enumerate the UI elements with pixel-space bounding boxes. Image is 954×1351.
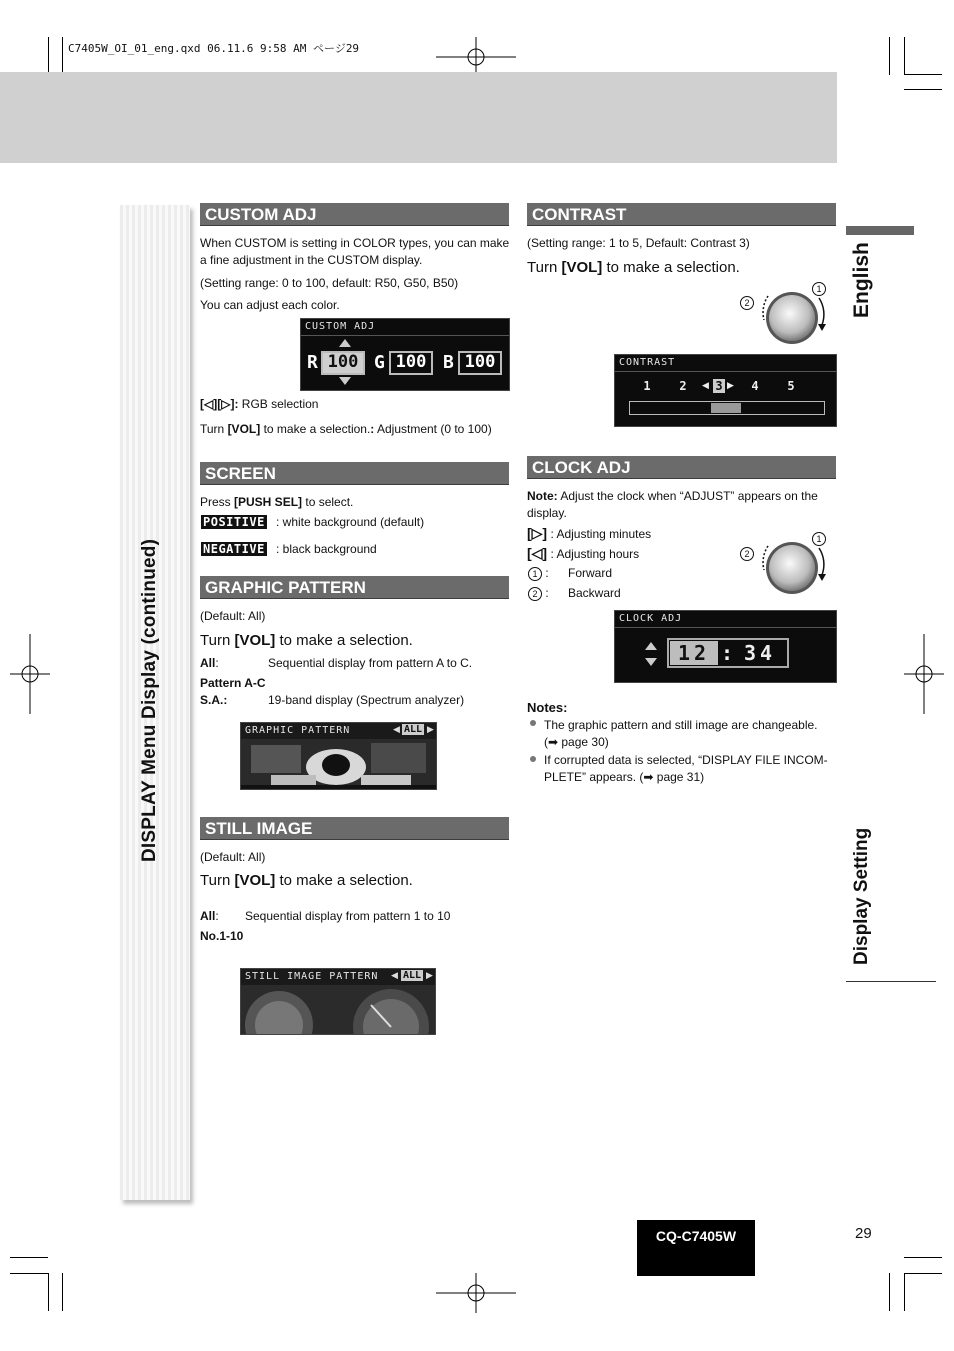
left-arrow-icon: ◀ <box>391 970 398 980</box>
custom-adj-keys <box>200 396 318 413</box>
lcd-r-value: 100 <box>321 351 365 375</box>
custom-adj-range: (Setting range: 0 to 100, default: R50, G50, B50) <box>200 276 459 290</box>
registration-mark <box>436 1273 516 1313</box>
push-sel-key: [PUSH SEL] <box>234 495 303 509</box>
custom-adj-turn <box>200 421 492 438</box>
crop-mark <box>889 37 890 75</box>
file-header: C7405W_OI_01_eng.qxd 06.11.6 9:58 AM ページ29 <box>68 42 360 55</box>
contrast-level-bar <box>629 401 825 415</box>
notes-item-1 <box>544 717 834 751</box>
bullet <box>530 720 536 726</box>
crop-mark <box>62 37 63 75</box>
language-tab-bar <box>846 226 914 235</box>
clock-minutes: 34 <box>743 641 777 665</box>
contrast-level-1: 1 <box>643 379 651 393</box>
note-label: Note: <box>527 489 558 503</box>
still-image-all <box>200 908 219 925</box>
clock-adj-lcd <box>614 610 837 683</box>
note-text: Adjust the clock when “ADJUST” appears on the display. <box>527 489 818 520</box>
crop-mark <box>10 1257 48 1258</box>
custom-adj-lcd-title: CUSTOM ADJ <box>305 321 376 332</box>
registration-mark <box>10 634 50 714</box>
still-image-lcd <box>240 968 436 1035</box>
clock-colon: : <box>720 641 734 665</box>
right-arrow-icon: ▶ <box>426 970 433 980</box>
crop-mark <box>904 74 942 75</box>
negative-desc: : black background <box>276 542 377 556</box>
turn-suffix: to make a selection. <box>275 872 413 889</box>
crop-mark <box>904 1273 905 1311</box>
right-key: [▷] <box>527 525 548 541</box>
press-prefix: Press <box>200 495 235 509</box>
turn-prefix: Turn <box>527 259 562 276</box>
knob-label-1 <box>812 530 826 548</box>
keys-desc: RGB selection <box>241 397 319 411</box>
crop-mark <box>48 1273 49 1311</box>
still-image-lcd-value: ALL <box>403 970 422 981</box>
left-arrow-icon: ◀ <box>393 724 400 734</box>
lcd-g-value: 100 <box>389 351 433 375</box>
knob-label-2 <box>740 294 754 312</box>
clock-hours: 12 <box>670 641 718 665</box>
crop-mark <box>904 89 942 90</box>
right-arrow-icon: ▶ <box>727 380 734 390</box>
graphic-pattern-turn <box>200 632 413 650</box>
custom-adj-adjust-each: You can adjust each color. <box>200 298 340 312</box>
circle-2-icon: 2 <box>740 547 754 561</box>
left-arrow-icon: ◀ <box>702 380 709 390</box>
crop-mark <box>48 37 49 75</box>
clock-adj-circle-2: 2 : <box>528 585 549 602</box>
dashboard-photo-illustration <box>241 985 436 1035</box>
lcd-divider <box>301 335 510 336</box>
graphic-pattern-lcd-value: ALL <box>404 724 423 735</box>
positive-badge: POSITIVE <box>203 515 265 529</box>
still-image-header: STILL IMAGE <box>200 817 509 840</box>
circle-1-icon: 1 <box>812 282 826 296</box>
bullet <box>530 756 536 762</box>
turn-desc: Adjustment (0 to 100) <box>374 422 492 436</box>
sa-desc: 19-band display (Spectrum analyzer) <box>268 693 465 707</box>
crop-mark <box>904 37 905 75</box>
contrast-lcd <box>614 354 837 427</box>
pattern-label: Pattern A-C <box>200 676 266 690</box>
custom-adj-header: CUSTOM ADJ <box>200 203 509 226</box>
turn-mid: to make a selection. <box>260 422 371 436</box>
all-label: All <box>200 656 216 670</box>
contrast-lcd-title: CONTRAST <box>619 357 676 368</box>
lcd-b-value: 100 <box>458 351 502 375</box>
lcd-r-label: R <box>307 352 318 373</box>
lcd-divider <box>615 371 837 372</box>
racing-photo-illustration <box>241 739 437 790</box>
clock-adj-key-right <box>527 525 651 543</box>
graphic-pattern-all <box>200 655 219 672</box>
screen-header: SCREEN <box>200 462 509 485</box>
still-image-all-desc: Sequential display from pattern 1 to 10 <box>245 909 451 923</box>
model-name: CQ-C7405W <box>655 1228 737 1244</box>
clock-adj-note <box>527 488 832 522</box>
notes-item-1-text: The graphic pattern and still image are changeable. <box>544 718 818 732</box>
left-key: [◁] <box>527 545 548 561</box>
screen-press <box>200 494 353 511</box>
key-right-desc: : Adjusting minutes <box>550 527 652 541</box>
notes-item-1-ref: (➡ page 30) <box>544 735 609 749</box>
custom-adj-intro: When CUSTOM is setting in COLOR types, you can make a fine adjustment in the CUSTOM display. <box>200 236 510 267</box>
circle-1-icon: 1 <box>528 567 542 581</box>
circle-2-desc: Backward <box>568 586 621 600</box>
circle-2-icon: 2 <box>740 296 754 310</box>
contrast-level-fill <box>711 403 741 413</box>
graphic-pattern-default: (Default: All) <box>200 609 266 623</box>
keys-label: [◁][▷]: <box>200 397 239 411</box>
graphic-pattern-lcd-title: GRAPHIC PATTERN <box>245 725 351 736</box>
model-badge <box>637 1220 755 1276</box>
turn-prefix: Turn <box>200 632 235 649</box>
all-label: All <box>200 909 216 923</box>
graphic-pattern-all-desc: Sequential display from pattern A to C. <box>268 656 473 670</box>
knob-label-2 <box>740 545 754 563</box>
contrast-level-4: 4 <box>751 379 759 393</box>
knob-label-1 <box>812 280 826 298</box>
graphic-pattern-lcd <box>240 722 437 790</box>
lcd-g-label: G <box>374 352 385 373</box>
vol-key: [VOL] <box>234 632 276 649</box>
contrast-level-5: 5 <box>787 379 795 393</box>
vol-key: [VOL] <box>561 259 603 276</box>
contrast-header: CONTRAST <box>527 203 836 226</box>
top-banner <box>0 72 837 163</box>
vol-key: [VOL] <box>227 422 261 436</box>
turn-suffix: to make a selection. <box>275 632 413 649</box>
contrast-level-2: 2 <box>679 379 687 393</box>
graphic-pattern-header: GRAPHIC PATTERN <box>200 576 509 599</box>
crop-mark <box>904 1273 942 1274</box>
turn-colon: : <box>370 422 375 436</box>
key-left-desc: : Adjusting hours <box>550 547 640 561</box>
circle-1-desc: Forward <box>568 566 613 580</box>
lcd-divider <box>615 627 837 628</box>
up-arrow-icon <box>339 339 351 347</box>
circle-1-icon: 1 <box>812 532 826 546</box>
still-image-default: (Default: All) <box>200 850 266 864</box>
still-image-no-label: No.1-10 <box>200 929 244 943</box>
down-arrow-icon <box>645 658 657 666</box>
vol-key: [VOL] <box>234 872 276 889</box>
negative-badge: NEGATIVE <box>203 542 265 556</box>
down-arrow-icon <box>339 377 351 385</box>
turn-suffix: to make a selection. <box>602 259 740 276</box>
crop-mark <box>62 1273 63 1311</box>
all-colon: : <box>215 909 219 923</box>
section-tab: Display Setting <box>851 827 872 965</box>
clock-adj-lcd-title: CLOCK ADJ <box>619 613 683 624</box>
section-rule <box>846 981 936 982</box>
turn-prefix: Turn <box>200 872 235 889</box>
side-title: DISPLAY Menu Display (continued) <box>139 538 160 862</box>
contrast-level-3: 3 <box>713 379 725 393</box>
crop-mark <box>10 1273 48 1274</box>
circle-2-icon: 2 <box>528 587 542 601</box>
clock-adj-circle-1: 1 : <box>528 565 549 582</box>
crop-mark <box>904 1257 942 1258</box>
language-tab: English <box>850 242 873 318</box>
right-arrow-icon: ▶ <box>427 724 434 734</box>
turn-prefix: Turn <box>200 422 228 436</box>
notes-title: Notes: <box>527 700 568 715</box>
still-image-lcd-title: STILL IMAGE PATTERN <box>245 971 379 982</box>
custom-adj-lcd <box>300 318 510 391</box>
press-suffix: to select. <box>302 495 354 509</box>
still-image-turn <box>200 872 413 890</box>
contrast-range: (Setting range: 1 to 5, Default: Contrast 3) <box>527 236 750 250</box>
clock-adj-key-left <box>527 545 639 563</box>
up-arrow-icon <box>645 642 657 650</box>
all-colon: : <box>215 656 219 670</box>
sa-label: S.A.: <box>200 693 228 707</box>
lcd-b-label: B <box>443 352 454 373</box>
page-number: 29 <box>855 1225 872 1242</box>
contrast-turn <box>527 259 740 277</box>
registration-mark <box>904 634 944 714</box>
registration-mark <box>436 37 516 77</box>
crop-mark <box>889 1273 890 1311</box>
clock-adj-header: CLOCK ADJ <box>527 456 836 479</box>
notes-item-2: If corrupted data is selected, “DISPLAY FILE INCOM-PLETE” appears. (➡ page 31) <box>544 753 828 784</box>
positive-desc: : white background (default) <box>276 515 425 529</box>
